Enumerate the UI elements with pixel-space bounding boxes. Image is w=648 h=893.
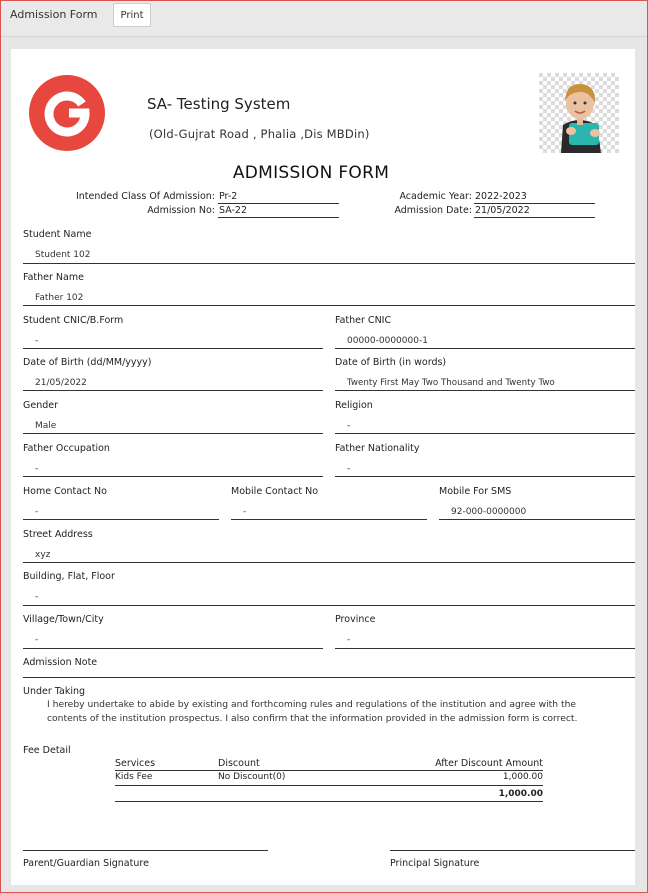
village-label: Village/Town/City bbox=[23, 614, 104, 625]
mobile-sms-line bbox=[439, 519, 635, 520]
fee-total: 1,000.00 bbox=[498, 789, 543, 799]
dob-words-value: Twenty First May Two Thousand and Twenty Two bbox=[347, 378, 555, 388]
fee-row-discount: No Discount(0) bbox=[218, 772, 286, 782]
father-cnic-value: 00000-0000000-1 bbox=[347, 336, 428, 346]
religion-label: Religion bbox=[335, 400, 373, 411]
dob-words-label: Date of Birth (in words) bbox=[335, 357, 447, 368]
home-contact-label: Home Contact No bbox=[23, 486, 107, 497]
student-cnic-line bbox=[23, 348, 323, 349]
province-label: Province bbox=[335, 614, 376, 625]
student-name-line bbox=[23, 263, 635, 264]
undertaking-label: Under Taking bbox=[23, 686, 86, 697]
fee-header-services: Services bbox=[115, 758, 156, 769]
class-value: Pr-2 bbox=[218, 191, 339, 204]
class-label: Intended Class Of Admission: bbox=[75, 191, 215, 202]
religion-value: - bbox=[347, 421, 351, 431]
principal-signature-label: Principal Signature bbox=[390, 858, 480, 869]
father-name-value: Father 102 bbox=[35, 293, 84, 303]
father-occupation-label: Father Occupation bbox=[23, 443, 110, 454]
admission-date-label: Admission Date: bbox=[394, 205, 472, 216]
village-line bbox=[23, 648, 323, 649]
gender-line bbox=[23, 433, 323, 434]
academic-year-value: 2022-2023 bbox=[474, 191, 595, 204]
father-nationality-label: Father Nationality bbox=[335, 443, 420, 454]
print-button[interactable]: Print bbox=[113, 3, 151, 27]
mobile-sms-label: Mobile For SMS bbox=[439, 486, 512, 497]
mobile-contact-label: Mobile Contact No bbox=[231, 486, 319, 497]
fee-detail-label: Fee Detail bbox=[23, 745, 71, 756]
father-name-line bbox=[23, 305, 635, 306]
student-cnic-value: - bbox=[35, 336, 39, 346]
home-contact-line bbox=[23, 519, 219, 520]
admission-no-value: SA-22 bbox=[218, 205, 339, 218]
father-nationality-line bbox=[335, 476, 635, 477]
dob-value: 21/05/2022 bbox=[35, 378, 87, 388]
building-value: - bbox=[35, 592, 39, 602]
undertaking-text: I hereby undertake to abide by existing and forthcoming rules and regulations of the institution and agree with the contents of the institution prospectus. I also confirm that the information provided in the admission form is correct. bbox=[47, 699, 578, 724]
father-cnic-label: Father CNIC bbox=[335, 315, 392, 326]
father-name-label: Father Name bbox=[23, 272, 84, 283]
admission-note-label: Admission Note bbox=[23, 657, 98, 668]
admission-date-value: 21/05/2022 bbox=[474, 205, 595, 218]
parent-signature-line bbox=[23, 850, 268, 851]
student-name-label: Student Name bbox=[23, 229, 92, 240]
gender-value: Male bbox=[35, 421, 57, 431]
dob-label: Date of Birth (dd/MM/yyyy) bbox=[23, 357, 152, 368]
mobile-sms-value: 92-000-0000000 bbox=[451, 507, 527, 517]
building-line bbox=[23, 605, 635, 606]
top-bar bbox=[1, 1, 647, 37]
fee-header-amount: After Discount Amount bbox=[435, 758, 543, 769]
form-title: ADMISSION FORM bbox=[232, 163, 390, 183]
admission-note-line bbox=[23, 677, 635, 678]
school-address: (Old-Gujrat Road , Phalia ,Dis MBDin) bbox=[149, 127, 370, 141]
mobile-contact-value: - bbox=[243, 507, 247, 517]
street-address-line bbox=[23, 562, 635, 563]
school-name: SA- Testing System bbox=[147, 95, 291, 113]
father-occupation-line bbox=[23, 476, 323, 477]
father-occupation-value: - bbox=[35, 464, 39, 474]
page-title: Admission Form bbox=[10, 8, 98, 21]
fee-header-line bbox=[115, 770, 543, 771]
school-logo-icon bbox=[29, 75, 105, 151]
parent-signature-label: Parent/Guardian Signature bbox=[23, 858, 149, 869]
fee-total-line bbox=[115, 801, 543, 802]
academic-year-label: Academic Year: bbox=[399, 191, 472, 202]
province-line bbox=[335, 648, 635, 649]
father-nationality-value: - bbox=[347, 464, 351, 474]
gender-label: Gender bbox=[23, 400, 59, 411]
principal-signature-line bbox=[390, 850, 635, 851]
village-value: - bbox=[35, 635, 39, 645]
admission-form-sheet bbox=[11, 49, 635, 885]
fee-row-amount: 1,000.00 bbox=[502, 772, 543, 782]
street-address-label: Street Address bbox=[23, 529, 93, 540]
student-name-value: Student 102 bbox=[35, 250, 91, 260]
street-address-value: xyz bbox=[35, 550, 51, 560]
dob-line bbox=[23, 390, 323, 391]
religion-line bbox=[335, 433, 635, 434]
fee-header-discount: Discount bbox=[218, 758, 260, 769]
fee-row-service: Kids Fee bbox=[115, 772, 153, 782]
fee-row-line bbox=[115, 785, 543, 786]
father-cnic-line bbox=[335, 348, 635, 349]
home-contact-value: - bbox=[35, 507, 39, 517]
student-photo bbox=[539, 73, 619, 153]
mobile-contact-line bbox=[231, 519, 427, 520]
dob-words-line bbox=[335, 390, 635, 391]
student-cnic-label: Student CNIC/B.Form bbox=[23, 315, 124, 326]
province-value: - bbox=[347, 635, 351, 645]
admission-no-label: Admission No: bbox=[147, 205, 215, 216]
building-label: Building, Flat, Floor bbox=[23, 571, 115, 582]
